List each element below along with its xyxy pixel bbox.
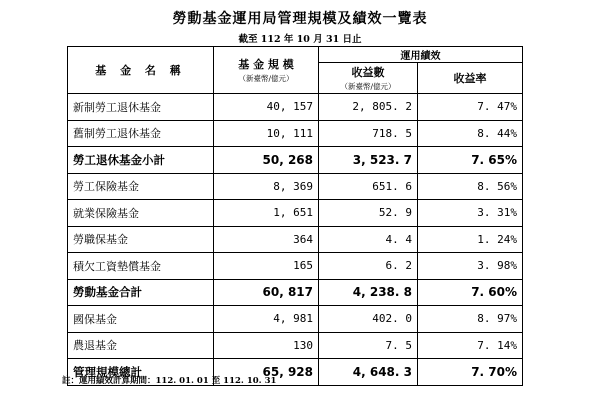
table-row (68, 200, 523, 227)
fund-name-cell: 管理規模總計 (68, 359, 214, 386)
header-rate: 收益率 (418, 63, 523, 94)
table-total-row (68, 279, 523, 306)
header-income-unit: （新臺幣/億元） (340, 82, 396, 91)
table-row (68, 173, 523, 200)
table-total-row (68, 147, 523, 174)
income-cell: 4. 4 (319, 226, 418, 253)
header-fund-scale: 基 金 規 模 （新臺幣/億元） (214, 47, 319, 94)
rate-cell: 7. 47% (418, 94, 523, 121)
income-cell: 4, 238. 8 (319, 279, 418, 306)
page-title: 勞動基金運用局管理規模及績效一覽表 (172, 11, 428, 27)
header-scale-unit: （新臺幣/億元） (238, 74, 294, 83)
fund-scale-cell: 130 (214, 332, 319, 359)
fund-scale-cell: 40, 157 (214, 94, 319, 121)
rate-cell: 3. 31% (418, 200, 523, 227)
table-row (68, 332, 523, 359)
rate-cell: 1. 24% (418, 226, 523, 253)
fund-scale-cell: 4, 981 (214, 306, 319, 333)
as-of-date: 截至 112 年 10 月 31 日止 (238, 34, 362, 45)
income-cell: 52. 9 (319, 200, 418, 227)
fund-name-cell: 勞動基金合計 (68, 279, 214, 306)
income-cell: 3, 523. 7 (319, 147, 418, 174)
table-row (68, 94, 523, 121)
income-cell: 2, 805. 2 (319, 94, 418, 121)
income-cell: 4, 648. 3 (319, 359, 418, 386)
header-fund-name: 基 金 名 稱 (68, 47, 214, 94)
fund-scale-cell: 50, 268 (214, 147, 319, 174)
fund-scale-cell: 165 (214, 253, 319, 280)
rate-cell: 7. 70% (418, 359, 523, 386)
fund-name-cell: 農退基金 (68, 332, 214, 359)
fund-name-cell: 舊制勞工退休基金 (68, 120, 214, 147)
fund-name-cell: 勞工保險基金 (68, 173, 214, 200)
fund-name-cell: 勞工退休基金小計 (68, 147, 214, 174)
rate-cell: 3. 98% (418, 253, 523, 280)
income-cell: 402. 0 (319, 306, 418, 333)
fund-scale-cell: 10, 111 (214, 120, 319, 147)
income-cell: 718. 5 (319, 120, 418, 147)
fund-name-cell: 國保基金 (68, 306, 214, 333)
rate-cell: 7. 60% (418, 279, 523, 306)
table-row (68, 120, 523, 147)
income-cell: 651. 6 (319, 173, 418, 200)
header-income: 收益數 （新臺幣/億元） (319, 63, 418, 94)
fund-scale-cell: 65, 928 (214, 359, 319, 386)
footnote: 註：運用績效計算期間：112. 01. 01 至 112. 10. 31 (62, 376, 277, 386)
rate-cell: 7. 14% (418, 332, 523, 359)
header-performance: 運用績效 (319, 47, 523, 63)
fund-scale-cell: 1, 651 (214, 200, 319, 227)
fund-name-cell: 積欠工資墊償基金 (68, 253, 214, 280)
fund-name-cell: 新制勞工退休基金 (68, 94, 214, 121)
rate-cell: 7. 65% (418, 147, 523, 174)
income-cell: 7. 5 (319, 332, 418, 359)
fund-performance-table (67, 46, 523, 386)
rate-cell: 8. 44% (418, 120, 523, 147)
fund-scale-cell: 8, 369 (214, 173, 319, 200)
fund-scale-cell: 364 (214, 226, 319, 253)
rate-cell: 8. 56% (418, 173, 523, 200)
income-cell: 6. 2 (319, 253, 418, 280)
fund-name-cell: 勞職保基金 (68, 226, 214, 253)
table-row (68, 253, 523, 280)
table-row (68, 306, 523, 333)
rate-cell: 8. 97% (418, 306, 523, 333)
fund-scale-cell: 60, 817 (214, 279, 319, 306)
fund-name-cell: 就業保險基金 (68, 200, 214, 227)
table-row (68, 226, 523, 253)
